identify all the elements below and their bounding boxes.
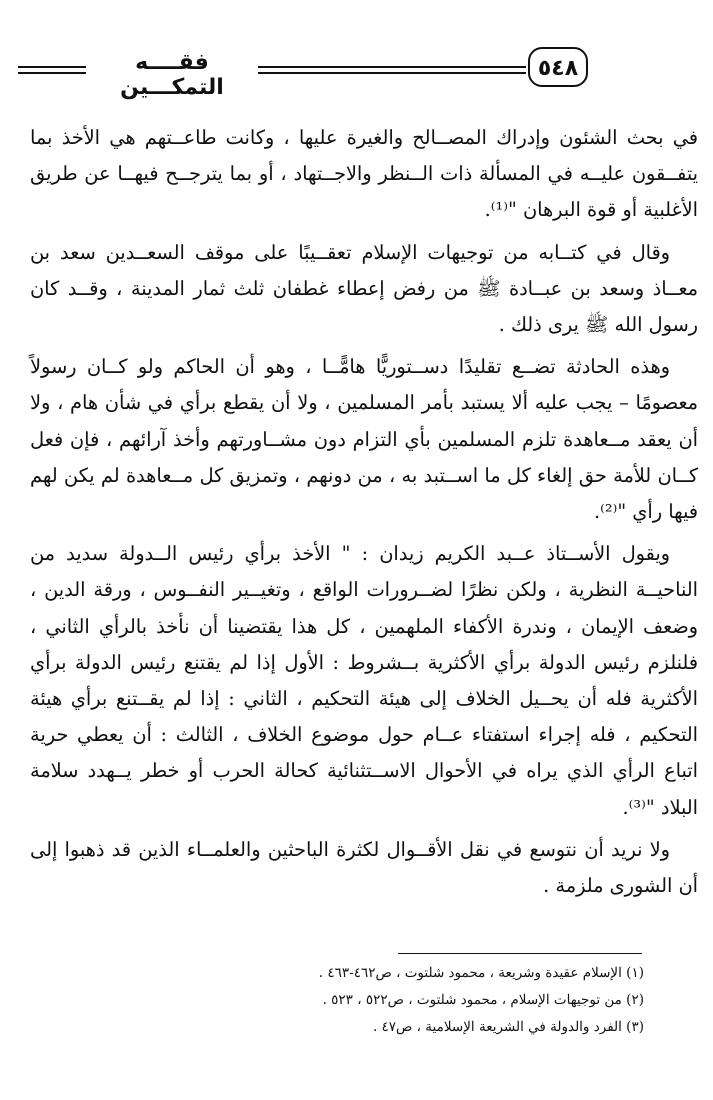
footnote: (٢) من توجيهات الإسلام ، محمود شلتوت ، ص٥٢٢ ، ٥٢٣ .: [322, 992, 644, 1008]
paragraph: في بحث الشئون وإدراك المصــالح والغيرة عليها ، وكانت طاعــتهم هي الأخذ بما يتفــقون عليــه في المسألة ذات الــنظر والاجــتهاد ، أو بما يترجــح فيهــا عن طريق الأغلبية أو قوة البرهان "⁽¹⁾.: [30, 126, 698, 222]
page-number: ٥٤٨: [528, 47, 588, 87]
footnotes: [40, 960, 644, 1041]
paragraph: وقال في كتــابه من توجيهات الإسلام تعقــيبًا على موقف السعــدين سعد بن معــاذ وسعد بن عبــادة ﷺ من رفض إعطاء غطفان ثلث ثمار المدينة ، وقــد كان رسول الله ﷺ يرى ذلك .: [30, 240, 698, 337]
main-text: [30, 120, 698, 910]
footnote: (٣) الفرد والدولة في الشريعة الإسلامية ، ص٤٧ .: [372, 1019, 644, 1035]
page-header: [0, 0, 713, 105]
footnote: (١) الإسلام عقيدة وشريعة ، محمود شلتوت ، ص٤٦٢-٤٦٣ .: [318, 965, 644, 981]
paragraph: ولا نريد أن نتوسع في نقل الأقــوال لكثرة الباحثين والعلمــاء الذين قد ذهبوا إلى أن الشورى ملزمة .: [30, 837, 698, 898]
paragraph: ويقول الأســتاذ عــبد الكريم زيدان : " الأخذ برأي رئيس الــدولة سديد من الناحيــة النظرية ، ولكن نظرًا لضــرورات الواقع ، وتغيــير النفــوس ، ورقة الدين ، وضعف الإيمان ، وندرة الأكفاء الملهمين ، كل هذا يقتضينا أن نأخذ بالرأي الثاني ، فلنلزم رئيس الدولة برأي الأكثرية بــشروط : الأول إذا لم يقتنع رئيس الدولة برأي الأكثرية فله أن يحــيل الخلاف إلى هيئة التحكيم ، الثاني : إذا لم يقــتنع برأي هيئة التحكيم ، فله إجراء استفتاء عــام حول موضوع الخلاف ، الثالث : أن يعطي حرية اتباع الرأي الذي يراه في الأحوال الاســتثنائية كحالة الحرب أو خطر يــهدد سلامة البلاد "⁽³⁾.: [30, 542, 698, 819]
header-rule: [258, 72, 526, 74]
header-rule: [18, 66, 86, 68]
paragraph: وهذه الحادثة تضــع تقليدًا دســتوريًّا هامًّــا ، وهو أن الحاكم ولو كــان رسولاً معصومًا – يجب عليه ألا يستبد بأمر المسلمين ، ولا أن يقطع برأي في شأن هام ، ولا أن يعقد مــعاهدة تلزم المسلمين بأي التزام دون مشــاورتهم وأخذ آرائهم ، فإن فعل كــان للأمة حق إلغاء كل ما اســتبد به ، من دونهم ، وتمزيق كل مــعاهدة لم يكن لهم فيها رأي "⁽²⁾.: [30, 355, 698, 524]
running-title: فقــــه التمكـــين: [120, 50, 224, 100]
footnote-divider: [398, 953, 642, 954]
header-rule: [258, 66, 526, 68]
header-rule: [18, 72, 86, 74]
